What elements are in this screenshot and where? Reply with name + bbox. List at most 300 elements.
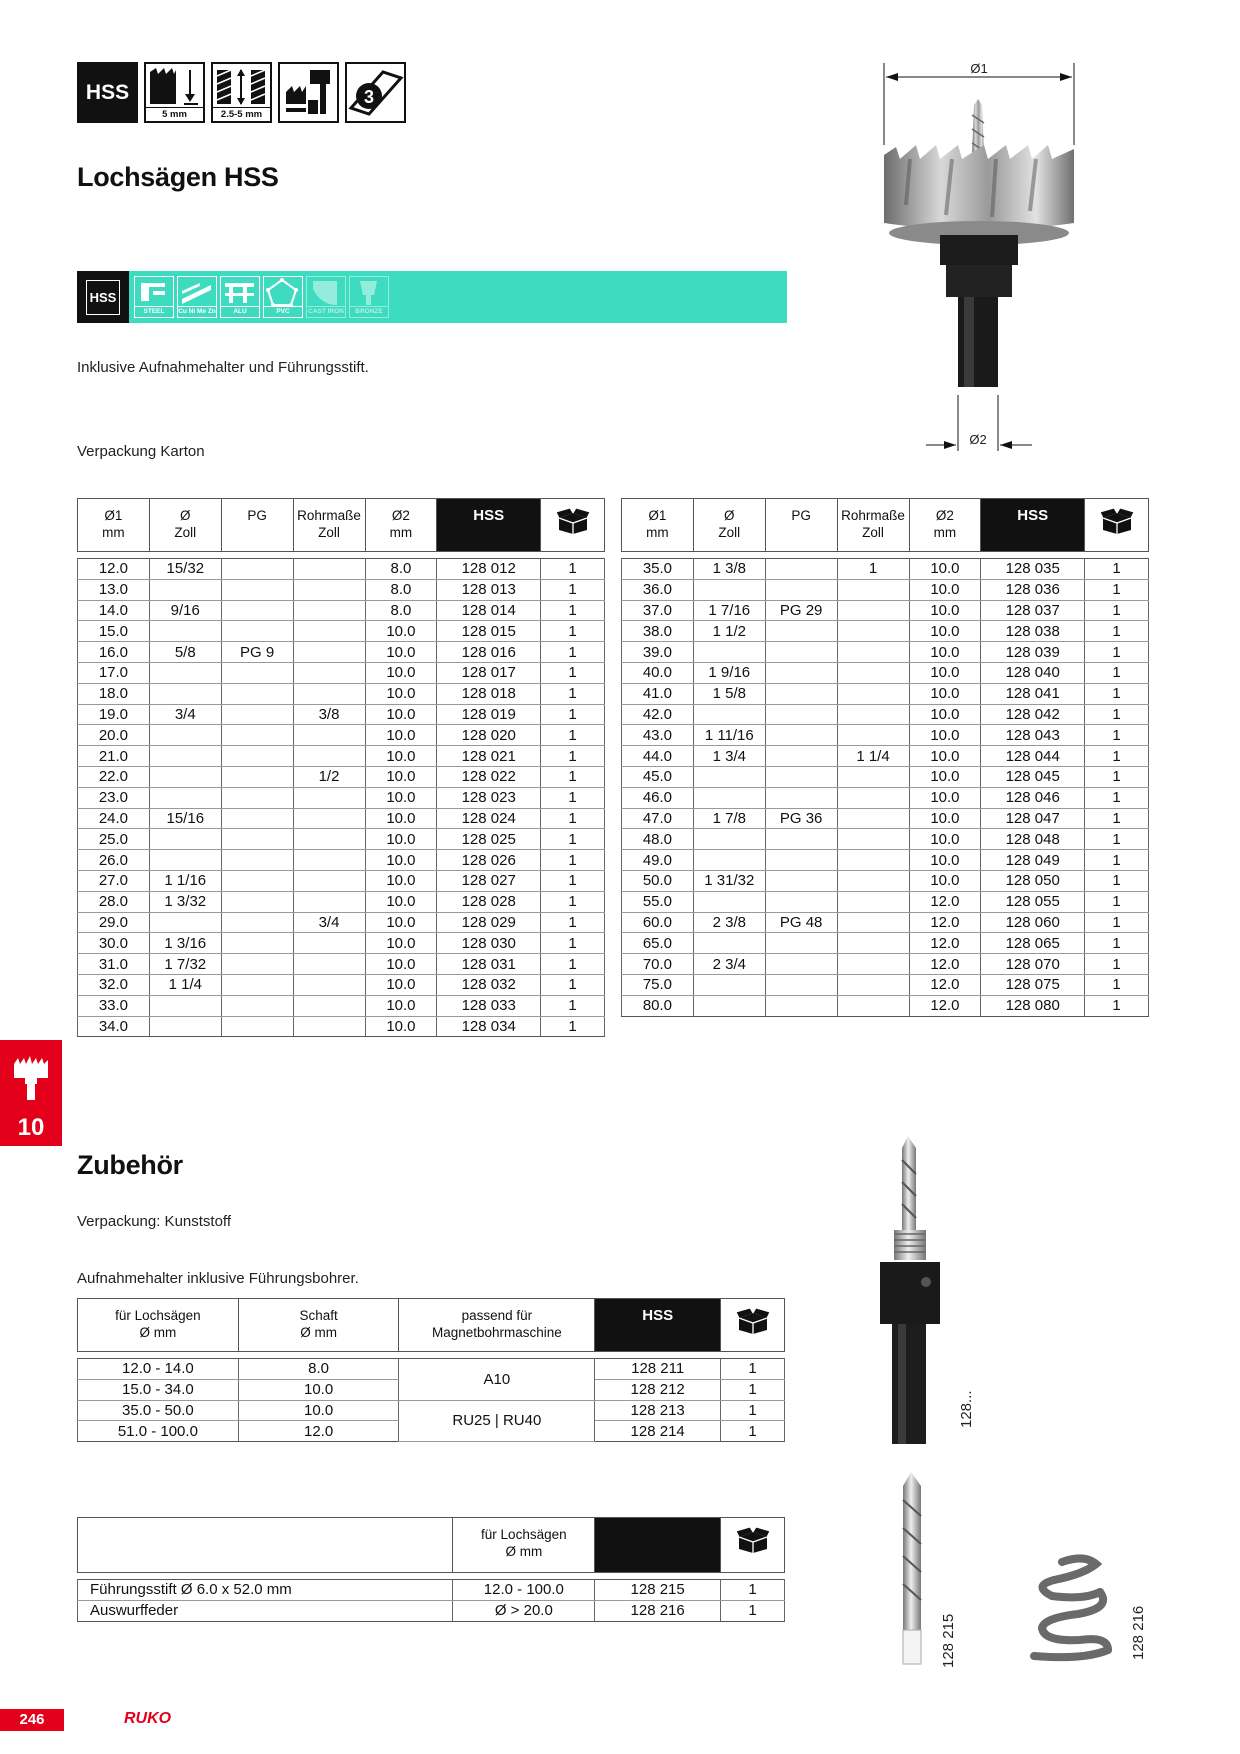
table-cell: 10.0 — [365, 912, 437, 933]
table-cell: 128 034 — [437, 1016, 541, 1037]
pilot-pin-image — [893, 1470, 933, 1670]
table-cell — [221, 912, 293, 933]
nonferrous-label: Cu Ni Me Zn — [178, 308, 216, 315]
table-cell: 32.0 — [78, 974, 150, 995]
table-row: 15.0 - 34.0 10.0 128 212 1 — [78, 1379, 785, 1400]
table-row — [622, 891, 1149, 912]
table-cell: 41.0 — [622, 683, 694, 704]
table-cell: 1 — [1085, 704, 1149, 725]
table-cell: 1 1/4 — [837, 746, 909, 767]
table-cell: 128 038 — [981, 621, 1085, 642]
table-cell — [765, 954, 837, 975]
table-cell: 128 026 — [437, 850, 541, 871]
table-cell — [765, 829, 837, 850]
table-cell: 1 1/2 — [693, 621, 765, 642]
table-row — [622, 621, 1149, 642]
table-cell — [765, 725, 837, 746]
table-cell: 128 017 — [437, 662, 541, 683]
table-cell: 1 31/32 — [693, 870, 765, 891]
table-cell — [221, 954, 293, 975]
material-thickness-label: 2.5-5 mm — [213, 107, 270, 121]
table-cell: 10.0 — [909, 662, 981, 683]
table-cell: 1 3/16 — [149, 933, 221, 954]
table-cell — [765, 642, 837, 663]
table-cell — [149, 621, 221, 642]
steel-label: STEEL — [135, 306, 173, 317]
table-cell: 10.0 — [909, 725, 981, 746]
table-cell: 33.0 — [78, 995, 150, 1016]
table-row — [78, 579, 605, 600]
table-cell — [221, 662, 293, 683]
table-cell — [221, 579, 293, 600]
table-cell: 1 3/4 — [693, 746, 765, 767]
table-cell: 10.0 — [365, 621, 437, 642]
table-row — [622, 808, 1149, 829]
table-cell — [221, 683, 293, 704]
table-cell — [149, 995, 221, 1016]
col-d-header: Ø Zoll — [693, 499, 765, 552]
table-cell — [693, 829, 765, 850]
table-cell — [765, 933, 837, 954]
table-cell: 10.0 — [365, 891, 437, 912]
table-cell: 55.0 — [622, 891, 694, 912]
magnetic-drill-icon — [278, 62, 339, 123]
table-row — [78, 808, 605, 829]
table-cell: 1 11/16 — [693, 725, 765, 746]
table-cell — [837, 683, 909, 704]
table-row: 51.0 - 100.0 12.0 128 214 1 — [78, 1421, 785, 1442]
table-cell: 1 1/4 — [149, 974, 221, 995]
table-cell: 12.0 — [909, 974, 981, 995]
table-cell: 128 050 — [981, 870, 1085, 891]
col-rohr-header: Rohrmaße Zoll — [293, 499, 365, 552]
table-row — [622, 683, 1149, 704]
table-cell: 1 — [1085, 912, 1149, 933]
table-cell — [293, 995, 365, 1016]
table-row — [622, 912, 1149, 933]
table-cell — [693, 891, 765, 912]
table-row — [78, 766, 605, 787]
table-cell: 1 — [837, 559, 909, 580]
table-cell — [837, 600, 909, 621]
table-cell: 1 — [541, 787, 605, 808]
table-cell: 128 039 — [981, 642, 1085, 663]
table-row — [622, 870, 1149, 891]
table-cell: 1/2 — [293, 766, 365, 787]
table-cell: 1 — [1085, 662, 1149, 683]
table-cell: 1 — [1085, 559, 1149, 580]
table-row — [78, 704, 605, 725]
table-cell: 128 016 — [437, 642, 541, 663]
table-cell: 128 046 — [981, 787, 1085, 808]
box-icon — [556, 507, 590, 535]
col-hss-header: HSS — [437, 499, 541, 552]
table-cell — [765, 662, 837, 683]
table-cell: 128 075 — [981, 974, 1085, 995]
table-cell: 35.0 — [622, 559, 694, 580]
pilot-pin-label: 128 215 — [940, 1613, 957, 1668]
table-cell: 30.0 — [78, 933, 150, 954]
table-cell — [765, 683, 837, 704]
table-row — [78, 891, 605, 912]
table-cell: 128 027 — [437, 870, 541, 891]
table-cell — [221, 850, 293, 871]
col-pack-header — [721, 1518, 785, 1573]
table-cell: PG 36 — [765, 808, 837, 829]
table-cell — [765, 559, 837, 580]
table-cell — [293, 870, 365, 891]
table-row — [78, 787, 605, 808]
table-cell: 37.0 — [622, 600, 694, 621]
table-cell: 19.0 — [78, 704, 150, 725]
table-cell: 2 3/8 — [693, 912, 765, 933]
table-row — [622, 746, 1149, 767]
table-row — [622, 787, 1149, 808]
table-cell — [765, 787, 837, 808]
table-cell: 39.0 — [622, 642, 694, 663]
table-cell: 10.0 — [365, 662, 437, 683]
steel-icon — [134, 276, 174, 318]
table-row — [622, 725, 1149, 746]
col-shaft-header: Schaft Ø mm — [238, 1299, 399, 1352]
diameter-1-label: Ø1 — [970, 61, 988, 76]
table-cell: 1 — [1085, 891, 1149, 912]
table-cell: 12.0 — [78, 559, 150, 580]
box-icon — [736, 1526, 770, 1554]
table-cell — [693, 995, 765, 1016]
table-cell: 36.0 — [622, 579, 694, 600]
table-cell: 47.0 — [622, 808, 694, 829]
table-cell — [149, 912, 221, 933]
table-cell: 1 — [1085, 850, 1149, 871]
alu-icon — [220, 276, 260, 318]
table-cell — [765, 850, 837, 871]
table-cell: 128 036 — [981, 579, 1085, 600]
table-cell: 10.0 — [365, 995, 437, 1016]
table-cell: 1 — [1085, 683, 1149, 704]
bronze-icon — [349, 276, 389, 318]
table-cell: 1 — [1085, 787, 1149, 808]
table-cell: 10.0 — [365, 974, 437, 995]
table-cell: 1 — [541, 579, 605, 600]
table-cell — [293, 1016, 365, 1037]
table-cell: 17.0 — [78, 662, 150, 683]
table-cell: 1 — [1085, 829, 1149, 850]
table-row — [78, 683, 605, 704]
table-cell: 10.0 — [909, 683, 981, 704]
table-cell: 10.0 — [909, 600, 981, 621]
table-cell — [149, 766, 221, 787]
ejector-spring-image — [1024, 1552, 1124, 1662]
table-cell — [765, 704, 837, 725]
hole-saw-table-right — [621, 498, 1149, 1017]
table-cell: 128 019 — [437, 704, 541, 725]
hss-badge-label: HSS — [85, 80, 130, 104]
col-pg-header: PG — [221, 499, 293, 552]
table-cell: 1 — [541, 870, 605, 891]
table-cell — [149, 683, 221, 704]
table-cell — [293, 642, 365, 663]
table-cell: 1 — [541, 662, 605, 683]
table-cell — [293, 621, 365, 642]
table-cell: 10.0 — [365, 766, 437, 787]
col-d-header: Ø Zoll — [149, 499, 221, 552]
table-cell: 128 029 — [437, 912, 541, 933]
table-cell: 10.0 — [365, 808, 437, 829]
table-cell: 128 018 — [437, 683, 541, 704]
table-cell — [765, 891, 837, 912]
col-d1-header: Ø1 mm — [78, 499, 150, 552]
table-cell: 10.0 — [365, 746, 437, 767]
table-cell: PG 29 — [765, 600, 837, 621]
table-cell — [837, 850, 909, 871]
table-cell: 1 — [1085, 725, 1149, 746]
table-cell: 10.0 — [365, 1016, 437, 1037]
table-cell — [293, 850, 365, 871]
table-cell: 128 025 — [437, 829, 541, 850]
table-cell — [765, 746, 837, 767]
table-cell — [837, 642, 909, 663]
table-cell: 10.0 — [365, 829, 437, 850]
table-cell: 12.0 — [909, 995, 981, 1016]
machine-group: A10 — [399, 1359, 595, 1401]
col-hss-header — [595, 1518, 721, 1573]
table-cell — [837, 995, 909, 1016]
table-row — [78, 621, 605, 642]
table-cell — [765, 579, 837, 600]
table-cell: 29.0 — [78, 912, 150, 933]
table-cell: 128 048 — [981, 829, 1085, 850]
table-cell — [837, 704, 909, 725]
arbor-image — [868, 1130, 958, 1460]
table-cell: 43.0 — [622, 725, 694, 746]
table-row — [622, 766, 1149, 787]
table-row — [78, 642, 605, 663]
table-row — [78, 912, 605, 933]
table-row — [78, 746, 605, 767]
box-icon — [736, 1307, 770, 1335]
table-cell — [837, 974, 909, 995]
feature-icons — [77, 62, 406, 125]
table-cell: 128 030 — [437, 933, 541, 954]
table-cell: 10.0 — [365, 787, 437, 808]
table-cell — [149, 829, 221, 850]
table-cell: 128 015 — [437, 621, 541, 642]
table-cell: 8.0 — [365, 600, 437, 621]
bronze-label: BRONZE — [350, 306, 388, 317]
table-cell — [837, 933, 909, 954]
table-cell: 1 — [541, 766, 605, 787]
machine-group: RU25 | RU40 — [399, 1400, 595, 1442]
table-cell: 31.0 — [78, 954, 150, 975]
nonferrous-icon — [177, 276, 217, 318]
table-cell: 128 020 — [437, 725, 541, 746]
arbor-label: 128... — [958, 1390, 975, 1428]
table-cell — [221, 704, 293, 725]
table-cell — [693, 766, 765, 787]
table-cell — [221, 995, 293, 1016]
table-cell — [221, 891, 293, 912]
table-row — [622, 642, 1149, 663]
table-cell: 1 — [1085, 974, 1149, 995]
table-cell: 15/32 — [149, 559, 221, 580]
accessories-description: Aufnahmehalter inklusive Führungsbohrer. — [77, 1270, 359, 1287]
table-cell: 128 028 — [437, 891, 541, 912]
table-cell: 10.0 — [909, 704, 981, 725]
table-row — [78, 954, 605, 975]
table-cell — [221, 746, 293, 767]
table-cell: 1 — [1085, 808, 1149, 829]
table-cell: 128 060 — [981, 912, 1085, 933]
table-cell: 15.0 — [78, 621, 150, 642]
table-cell: 10.0 — [365, 870, 437, 891]
cast-iron-label: CAST IRON — [308, 308, 344, 315]
table-cell: 27.0 — [78, 870, 150, 891]
table-row — [78, 1016, 605, 1037]
table-cell: 50.0 — [622, 870, 694, 891]
table-cell: 10.0 — [909, 850, 981, 871]
material-hss-badge — [77, 271, 129, 323]
col-pg-header: PG — [765, 499, 837, 552]
table-cell — [293, 579, 365, 600]
table-cell: 128 040 — [981, 662, 1085, 683]
table-cell: 1 9/16 — [693, 662, 765, 683]
table-cell — [149, 579, 221, 600]
material-icons — [134, 276, 389, 318]
table-cell: 34.0 — [78, 1016, 150, 1037]
parts-table — [77, 1517, 785, 1622]
ejector-spring-label: 128 216 — [1130, 1605, 1147, 1660]
table-cell — [837, 621, 909, 642]
table-cell: 3/4 — [149, 704, 221, 725]
table-cell — [221, 621, 293, 642]
table-cell: 128 024 — [437, 808, 541, 829]
table-cell: 10.0 — [909, 579, 981, 600]
col-pack-header — [541, 499, 605, 552]
table-cell: 10.0 — [909, 787, 981, 808]
table-cell — [293, 725, 365, 746]
table-cell: 1 — [541, 725, 605, 746]
table-cell: 128 013 — [437, 579, 541, 600]
table-cell — [765, 995, 837, 1016]
cutting-depth-label: 5 mm — [146, 107, 203, 121]
table-cell: 15/16 — [149, 808, 221, 829]
table-cell: 128 044 — [981, 746, 1085, 767]
table-cell: 128 037 — [981, 600, 1085, 621]
table-cell: 20.0 — [78, 725, 150, 746]
table-cell — [693, 704, 765, 725]
chapter-tab — [0, 1040, 62, 1146]
table-cell: 1 — [1085, 870, 1149, 891]
col-rohr-header: Rohrmaße Zoll — [837, 499, 909, 552]
table-cell: 2 3/4 — [693, 954, 765, 975]
col-hss-header: HSS — [595, 1299, 721, 1352]
table-cell: 21.0 — [78, 746, 150, 767]
table-cell: 10.0 — [909, 559, 981, 580]
table-cell — [293, 808, 365, 829]
table-cell: 46.0 — [622, 787, 694, 808]
table-cell: 1 — [541, 808, 605, 829]
table-cell — [837, 725, 909, 746]
table-row — [78, 850, 605, 871]
table-row: 12.0 - 14.0 8.0 A10 128 211 1 — [78, 1359, 785, 1380]
table-cell: 28.0 — [78, 891, 150, 912]
cutting-depth-icon — [144, 62, 205, 123]
col-description-header — [78, 1518, 453, 1573]
table-cell — [149, 662, 221, 683]
table-row — [622, 579, 1149, 600]
table-cell: 1 — [1085, 642, 1149, 663]
table-cell: 128 031 — [437, 954, 541, 975]
table-cell: 9/16 — [149, 600, 221, 621]
table-cell: 14.0 — [78, 600, 150, 621]
table-cell: 18.0 — [78, 683, 150, 704]
table-cell: PG 9 — [221, 642, 293, 663]
table-cell: 1 3/8 — [693, 559, 765, 580]
table-cell: 1 — [541, 683, 605, 704]
brand-logo: RUKO — [124, 1710, 172, 1727]
table-cell: 128 035 — [981, 559, 1085, 580]
table-cell: 22.0 — [78, 766, 150, 787]
col-pack-header — [721, 1299, 785, 1352]
table-row — [78, 829, 605, 850]
table-cell: 10.0 — [365, 704, 437, 725]
diameter-2-label: Ø2 — [969, 432, 987, 447]
table-cell: 1 — [541, 891, 605, 912]
table-cell — [293, 600, 365, 621]
table-cell: 1 — [541, 850, 605, 871]
table-row — [78, 559, 605, 580]
table-cell — [221, 829, 293, 850]
accessories-packaging: Verpackung: Kunststoff — [77, 1213, 231, 1230]
table-row — [622, 995, 1149, 1016]
table-cell: 1 — [541, 954, 605, 975]
table-row: Auswurffeder Ø > 20.0 128 216 1 — [78, 1600, 785, 1621]
table-cell — [837, 829, 909, 850]
table-cell — [293, 933, 365, 954]
table-cell — [221, 933, 293, 954]
table-cell — [693, 933, 765, 954]
table-cell: 1 — [541, 933, 605, 954]
hole-saw-icon — [12, 1050, 50, 1102]
table-cell — [837, 787, 909, 808]
table-cell — [293, 829, 365, 850]
table-cell: 10.0 — [365, 954, 437, 975]
table-cell: 10.0 — [909, 829, 981, 850]
table-row — [78, 933, 605, 954]
table-cell: 128 032 — [437, 974, 541, 995]
table-cell — [149, 850, 221, 871]
material-thickness-icon — [211, 62, 272, 123]
table-cell — [221, 725, 293, 746]
table-cell — [149, 787, 221, 808]
hss-badge — [77, 62, 138, 123]
table-cell: 1 — [1085, 746, 1149, 767]
table-cell: 1 — [541, 912, 605, 933]
table-cell: 1 — [541, 704, 605, 725]
table-cell: 3/4 — [293, 912, 365, 933]
table-cell: 128 012 — [437, 559, 541, 580]
accessories-title: Zubehör — [77, 1150, 183, 1180]
table-cell: 128 042 — [981, 704, 1085, 725]
table-cell: 12.0 — [909, 891, 981, 912]
table-cell: 75.0 — [622, 974, 694, 995]
table-cell: 10.0 — [909, 808, 981, 829]
table-cell — [837, 808, 909, 829]
table-cell: 8.0 — [365, 579, 437, 600]
holder-table — [77, 1298, 785, 1442]
table-cell — [293, 746, 365, 767]
